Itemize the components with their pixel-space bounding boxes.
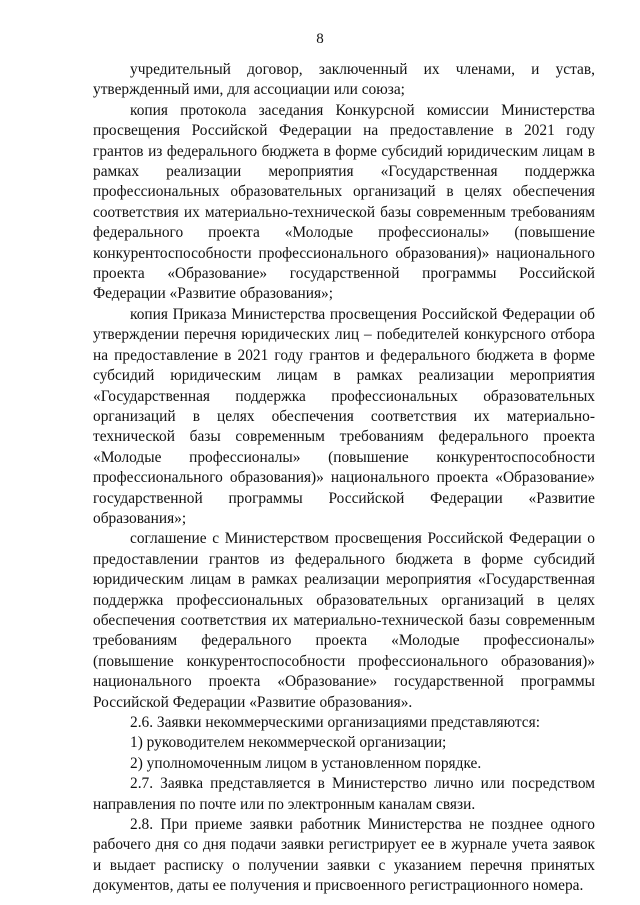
paragraph-ministry-order: копия Приказа Министерства просвещения Российской Федерации об утверждении перечня юридических лиц – победителей конкурсного отбора на предоставление в 2021 году грантов и федерального бюджета в форме субсидий юридическим лицам в рамках реализации мероприятия «Государственная поддержка профессиональных образовательных организаций в целях обеспечения соответствия их материально-технической базы современным требованиям федерального проекта «Молодые профессионалы» (повышение конкурентоспособности профессионального образования)» национального проекта «Образование» государственной программы Российской Федерации «Развитие образования»;	[93, 305, 595, 527]
paragraph-section-2-6: 2.6. Заявки некоммерческими организациями представляются:	[130, 714, 540, 731]
page-number: 8	[316, 31, 324, 47]
paragraph-commission-protocol: копия протокола заседания Конкурсной комиссии Министерства просвещения Российской Федерации на предоставление в 2021 году грантов из федерального бюджета в форме субсидий юридическим лицам в рамках реализации мероприятия «Государственная поддержка профессиональных образовательных организаций в целях обеспечения соответствия их материально-технической базы современным требованиям федерального проекта «Молодые профессионалы» (повышение конкурентоспособности профессионального образования)» национального проекта «Образование» государственной программы Российской Федерации «Развитие образования»;	[93, 101, 595, 303]
paragraph-section-2-7: 2.7. Заявка представляется в Министерство лично или посредством направления по почте или по электронным каналам связи.	[93, 775, 595, 813]
paragraph-section-2-8: 2.8. При приеме заявки работник Министерства не позднее одного рабочего дня со дня подачи заявки регистрирует ее в журнале учета заявок и выдает расписку о получении заявки с указанием перечня принятых документов, даты ее получения и присвоенного регистрационного номера.	[93, 816, 595, 895]
paragraph-agreement: соглашение с Министерством просвещения Российской Федерации о предоставлении грантов из федерального бюджета в форме субсидий юридическим лицам в рамках реализации мероприятия «Государственная поддержка профессиональных образовательных организаций в целях обеспечения соответствия их материально-технической базы современным требованиям федерального проекта «Молодые профессионалы» (повышение конкурентоспособности профессионального образования)» национального проекта «Образование» государственной программы Российской Федерации «Развитие образования».	[93, 530, 595, 711]
list-item-2: 2) уполномоченным лицом в установленном порядке.	[130, 754, 482, 772]
list-item-1: 1) руководителем некоммерческой организации;	[130, 734, 447, 752]
paragraph-founding-agreement: учредительный договор, заключенный их членами, и устав, утвержденный ими, для ассоциации или союза;	[93, 61, 595, 99]
document-body	[93, 60, 595, 897]
